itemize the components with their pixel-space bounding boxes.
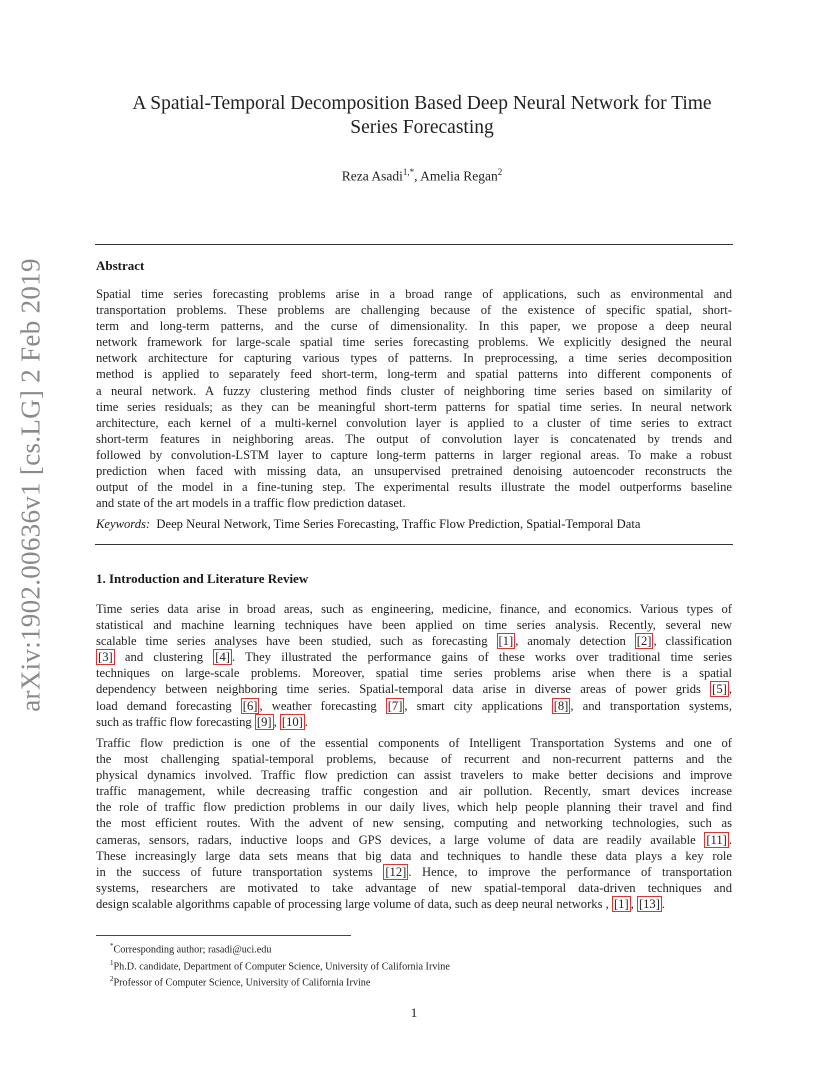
text-run: statistical and machine learning techniques have been applied on time series analysis. Recently, several new	[96, 618, 732, 633]
citation-link[interactable]: [6]	[242, 698, 258, 713]
paragraph-line	[96, 848, 732, 864]
keywords-text: Deep Neural Network, Time Series Forecasting, Traffic Flow Prediction, Spatial-Temporal Data	[156, 517, 641, 531]
citation-link[interactable]: [13]	[638, 896, 660, 911]
citation-link[interactable]: [1]	[498, 634, 514, 649]
text-run: , and transportation systems,	[570, 698, 732, 713]
paragraph-line	[96, 815, 732, 831]
footnote-mark: 2	[110, 975, 114, 984]
text-run: the most efficient routes. With the advent of new sensing, computing and networking technologies, such as	[96, 816, 732, 831]
footnotes	[110, 940, 450, 990]
abstract-line: short-term features in neighboring areas. The output of convolution layer is concatenated by trends and	[96, 431, 732, 446]
text-run: , anomaly detection	[515, 634, 635, 649]
text-run: load demand forecasting	[96, 698, 241, 713]
keywords-line	[96, 517, 736, 532]
abstract-line: output of the model in a fine-tuning step. The experimental results illustrate the model outperforms baseline	[96, 480, 732, 495]
text-run: techniques on large-scale problems. Moreover, spatial time series problems arise when there is a spatial	[96, 666, 732, 681]
footnote-rule	[96, 935, 351, 936]
text-run: cameras, sensors, radars, inductive loops and GPS devices, a large volume of data are readily available	[96, 832, 705, 847]
arxiv-identifier: arXiv:1902.00636v1 [cs.LG] 2 Feb 2019	[15, 258, 46, 712]
footnote-text: Professor of Computer Science, University of California Irvine	[113, 977, 371, 989]
author-affiliation-mark: 2	[497, 167, 503, 177]
title-line-2: Series Forecasting	[350, 117, 494, 138]
citation-link[interactable]: [12]	[385, 864, 407, 879]
text-run: and clustering	[114, 650, 214, 665]
text-run: traffic management, while decreasing traffic congestion and air pollution. Recently, smart devices increase	[96, 784, 732, 799]
text-run: Traffic flow prediction is one of the essential components of Intelligent Transportation Systems and one of	[96, 736, 732, 750]
paragraph-line	[96, 735, 732, 751]
citation-link[interactable]: [1]	[613, 896, 629, 911]
citation-link[interactable]: [4]	[215, 650, 230, 665]
abstract-line: a neural network. A fuzzy clustering method finds cluster of neighboring time series based on similarity of	[96, 383, 732, 398]
abstract-body	[96, 286, 732, 511]
citation-link[interactable]: [7]	[387, 698, 403, 713]
abstract-line: network architecture for capturing various types of patterns. In preprocessing, a time series decomposition	[96, 351, 732, 366]
abstract-line: prediction when faced with missing data, an unsupervised pretrained denoising autoencoder reconstructs the	[96, 464, 732, 479]
text-run: , classification	[653, 634, 732, 649]
footnote-text: Ph.D. candidate, Department of Computer Science, University of California Irvine	[113, 961, 450, 973]
abstract-line: method is applied to separately feed short-term, long-term and spatial patterns into different components of	[96, 367, 732, 382]
paragraph-line	[96, 751, 732, 767]
abstract-line: followed by convolution-LSTM layer to capture long-term patterns in larger regional areas. To make a robust	[96, 447, 732, 462]
paragraph-line	[96, 681, 732, 697]
abstract-line: time series residuals; as they can be meaningful short-term patterns for spatial time series. In neural network	[96, 399, 732, 414]
text-run: ,	[728, 682, 732, 697]
citation-link[interactable]: [3]	[98, 650, 113, 665]
intro-paragraph-2	[96, 735, 732, 912]
paragraph-line	[96, 665, 732, 681]
paragraph-line	[96, 601, 732, 617]
text-run: in the success of future transportation systems	[96, 864, 384, 879]
author-list	[60, 167, 784, 185]
footnote-mark: 1	[110, 958, 114, 967]
citation-link[interactable]: [10]	[281, 714, 303, 729]
paragraph-line	[96, 896, 732, 912]
text-run: dependency between neighboring time series. Spatial-temporal data arise in diverse areas of power grids	[96, 682, 711, 697]
text-run: .	[728, 832, 732, 847]
abstract-line: and state of the art models in a traffic flow prediction dataset.	[96, 496, 406, 511]
citation-link[interactable]: [9]	[256, 714, 272, 729]
citation-link[interactable]: [2]	[636, 634, 652, 649]
paragraph-line	[96, 832, 732, 848]
text-run: design scalable algorithms capable of processing large volume of data, such as deep neural networks ,	[96, 896, 612, 911]
footnote-mark: *	[110, 942, 114, 950]
text-run: , weather forecasting	[259, 698, 386, 713]
text-run: , smart city applications	[404, 698, 552, 713]
text-run: scalable time series analyses have been studied, such as forecasting	[96, 634, 497, 649]
arxiv-sidebar-stamp	[10, 258, 52, 712]
keywords-label: Keywords:	[96, 517, 151, 531]
abstract-line: architecture, each kernel of a multi-kernel convolution layer is applied to a cluster of time series to extract	[96, 415, 732, 430]
abstract-heading: Abstract	[96, 258, 145, 273]
text-run: physical dynamics involved. Traffic flow prediction can assist travelers to make better decisions and improve	[96, 768, 732, 783]
paragraph-line	[96, 799, 732, 815]
footnote	[110, 940, 450, 957]
paragraph-line	[96, 633, 732, 649]
paragraph-line	[96, 617, 732, 633]
paragraph-line	[96, 649, 732, 665]
citation-link[interactable]: [8]	[553, 698, 569, 713]
citation-link[interactable]: [11]	[706, 832, 727, 847]
text-run: Time series data arise in broad areas, such as engineering, medicine, finance, and economics. Various types of	[96, 602, 732, 616]
text-run: such as traffic flow forecasting	[96, 714, 255, 729]
footnote-text: Corresponding author; rasadi@uci.edu	[113, 944, 272, 956]
text-run: . Hence, to improve the performance of transportation	[408, 864, 732, 879]
author-separator: ,	[414, 168, 421, 184]
author-affiliation-mark: 1,*	[402, 167, 415, 177]
footnote	[110, 957, 450, 974]
page-number: 1	[410, 1005, 418, 1020]
title-line-1: A Spatial-Temporal Decomposition Based Deep Neural Network for Time	[132, 93, 712, 114]
text-run: .	[661, 896, 666, 911]
section-heading: 1. Introduction and Literature Review	[96, 571, 309, 586]
paragraph-line	[96, 783, 732, 799]
abstract-line: transportation problems. These problems are challenging because of the existence of specific spatial, short-	[96, 303, 732, 318]
intro-paragraph-1	[96, 601, 732, 730]
abstract-line: term and long-term patterns, and the curse of dimensionality. In this paper, we propose a deep neural	[96, 319, 732, 334]
text-run: . They illustrated the performance gains of these works over traditional time series	[231, 650, 732, 665]
footnote	[110, 973, 450, 990]
text-run: .	[304, 714, 309, 729]
abstract-line: network framework for large-scale spatial time series forecasting problems. We explicitly designed the neural	[96, 335, 732, 350]
text-run: the role of traffic flow prediction problems in our daily lives, which help people planning their travel and find	[96, 800, 732, 815]
paragraph-line	[96, 714, 732, 730]
text-run: the most challenging spatial-temporal problems, because of recurrent and non-recurrent patterns and the	[96, 752, 732, 767]
text-run: ,	[273, 714, 280, 729]
paragraph-line	[96, 767, 732, 783]
top-rule	[95, 244, 733, 245]
abstract-bottom-rule	[95, 544, 733, 545]
abstract-line: Spatial time series forecasting problems arise in a broad range of applications, such as environmental and	[96, 287, 732, 301]
paper-title	[60, 92, 784, 140]
author-name: Amelia Regan	[420, 168, 498, 184]
paragraph-line	[96, 880, 732, 896]
text-run: ,	[630, 896, 637, 911]
citation-link[interactable]: [5]	[712, 682, 727, 697]
text-run: These increasingly large data sets means that big data and techniques to handle these data plays a key role	[96, 848, 732, 863]
paragraph-line	[96, 864, 732, 880]
paragraph-line	[96, 698, 732, 714]
text-run: systems, researchers are motivated to take advantage of new spatial-temporal data-driven techniques and	[96, 880, 732, 895]
author-name: Reza Asadi	[341, 168, 403, 184]
